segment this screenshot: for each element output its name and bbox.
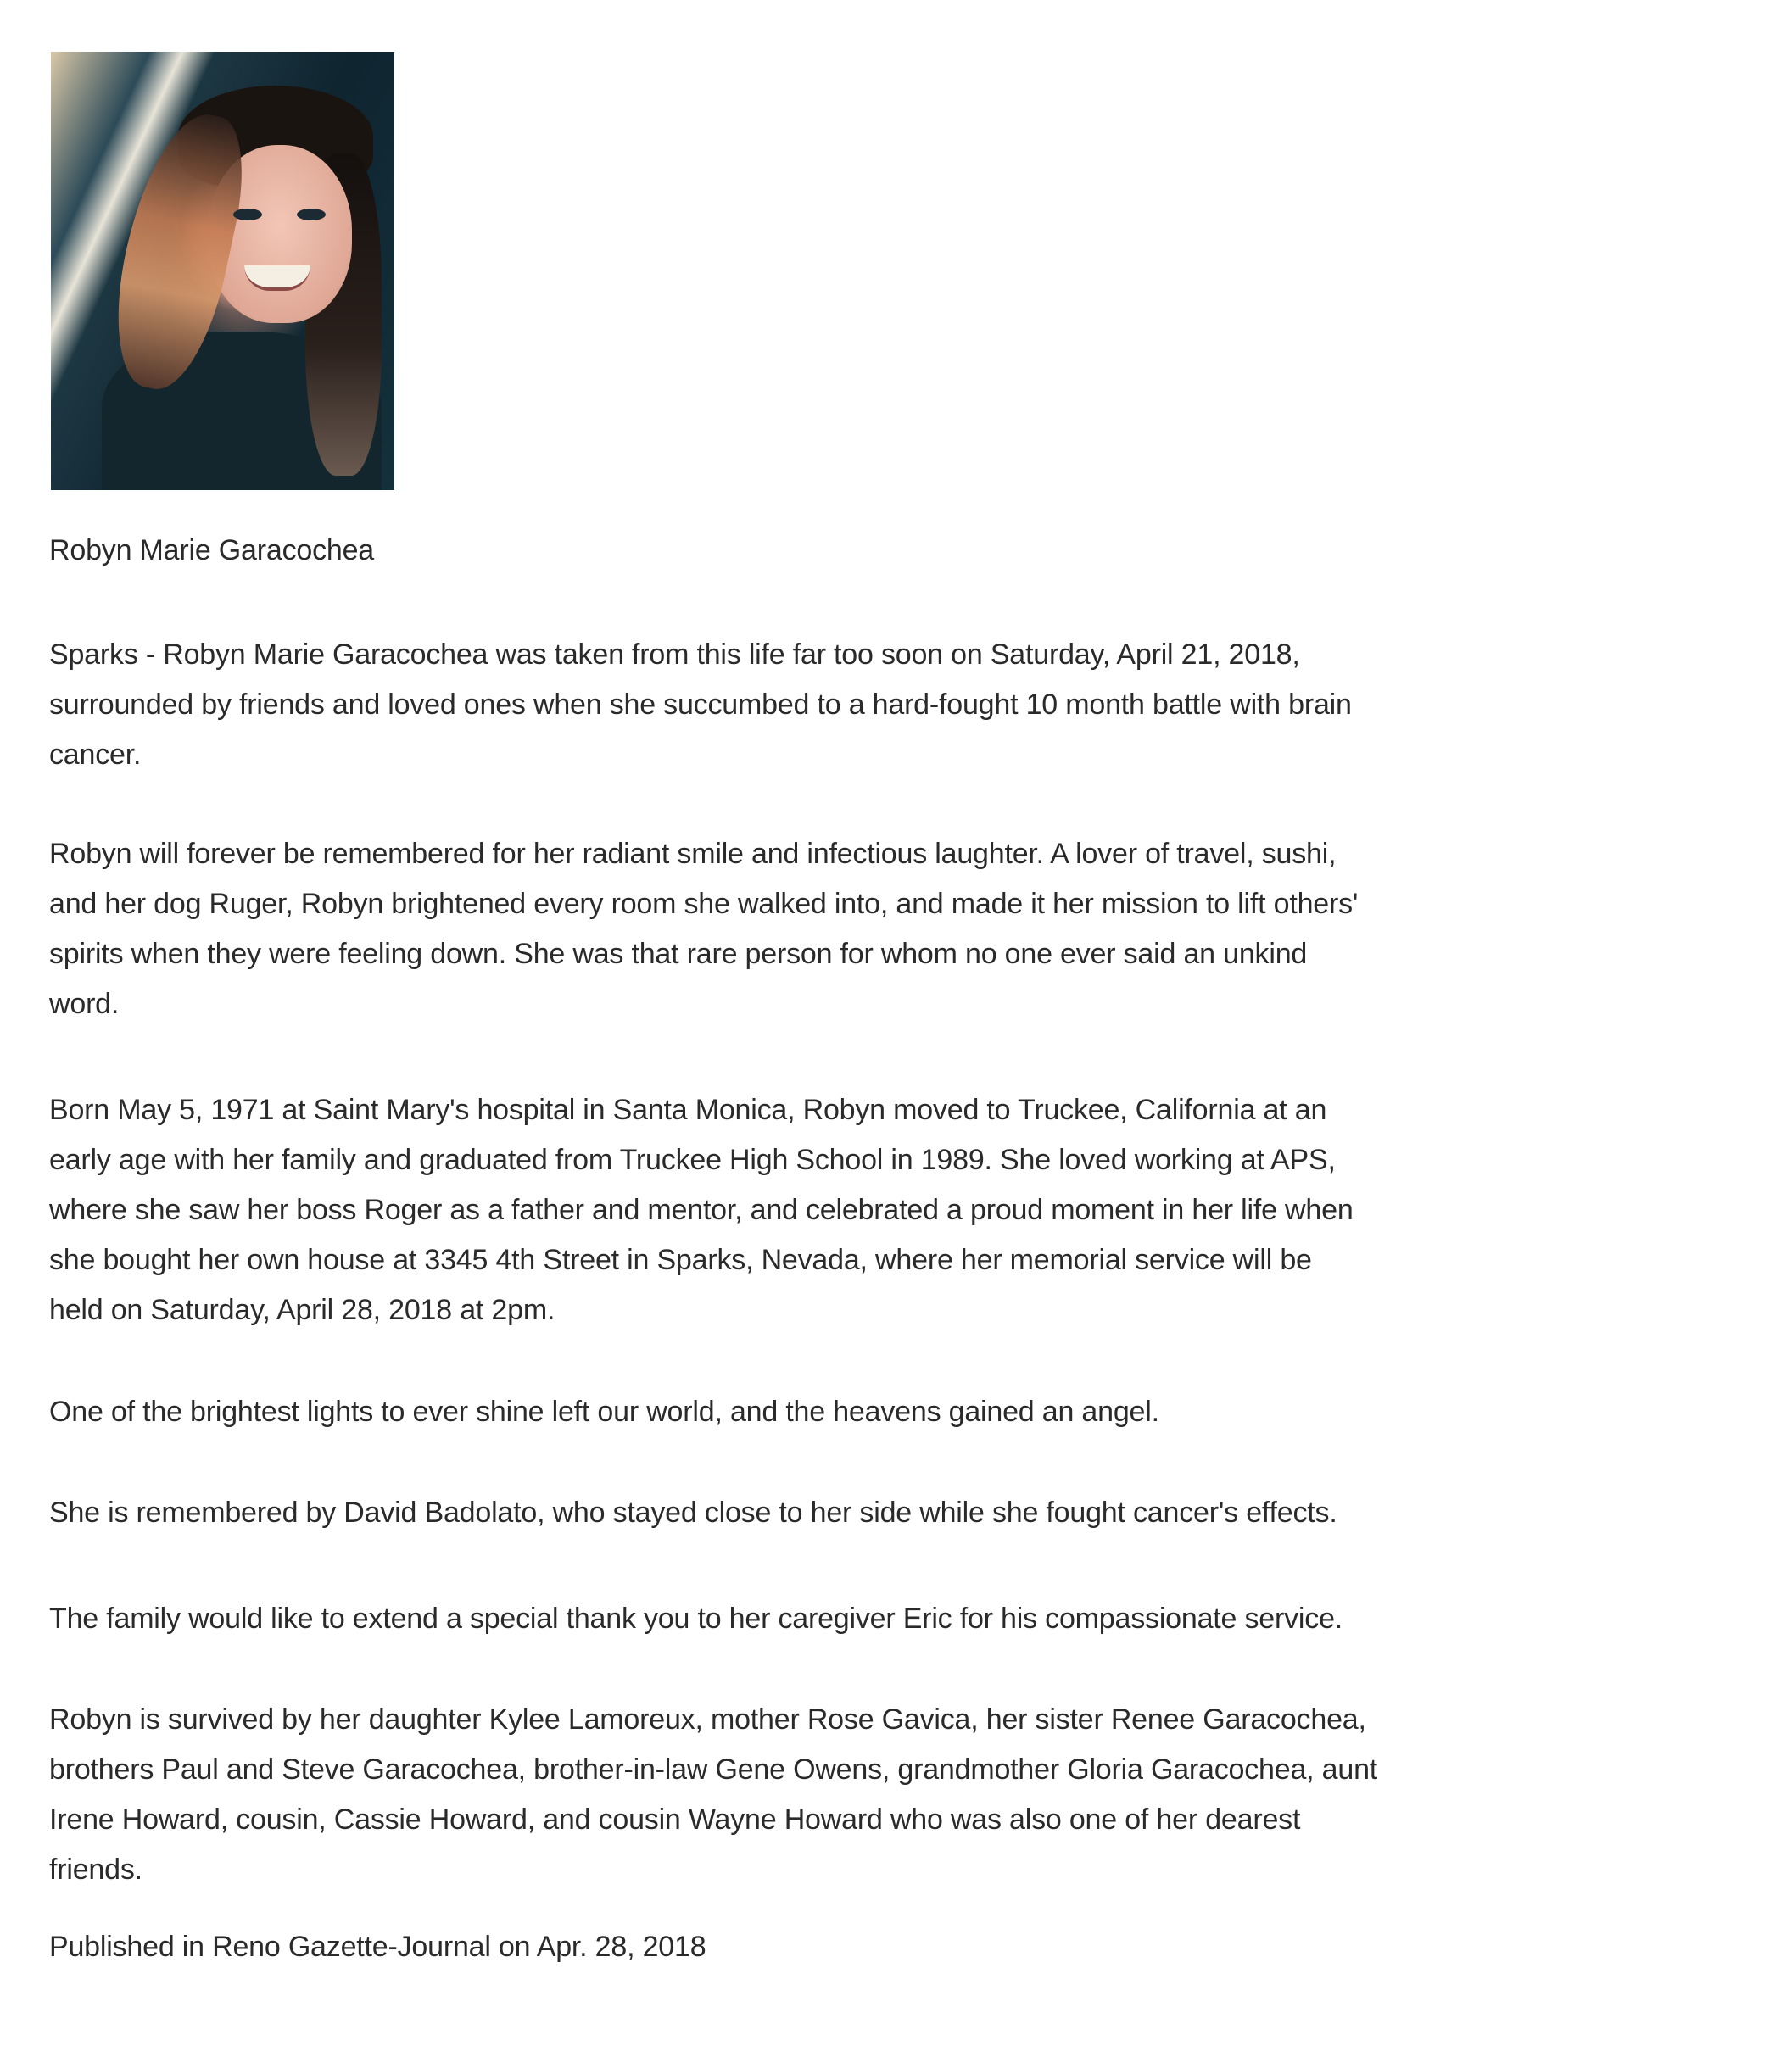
text-line: brothers Paul and Steve Garacochea, brother-in-law Gene Owens, grandmother Gloria Garacochea, aunt xyxy=(49,1753,1378,1786)
paragraph-death-notice xyxy=(49,630,1728,780)
text-line: friends. xyxy=(49,1854,142,1886)
text-line: Robyn is survived by her daughter Kylee Lamoreux, mother Rose Gavica, her sister Renee Garacochea, xyxy=(49,1703,1366,1736)
text-line: The family would like to extend a special thank you to her caregiver Eric for his compassionate service. xyxy=(49,1603,1343,1635)
text-line: where she saw her boss Roger as a father and mentor, and celebrated a proud moment in her life when xyxy=(49,1194,1354,1226)
text-line: held on Saturday, April 28, 2018 at 2pm. xyxy=(49,1294,555,1326)
paragraph-thanks xyxy=(49,1594,1728,1644)
paragraph-remembered-by xyxy=(49,1488,1728,1538)
paragraph-tribute xyxy=(49,1387,1728,1437)
paragraph-survivors xyxy=(49,1695,1728,1895)
photo-eye-shape xyxy=(297,209,326,220)
text-line: cancer. xyxy=(49,739,142,771)
paragraph-remembrance xyxy=(49,829,1728,1029)
portrait-photo xyxy=(51,52,394,490)
text-line: early age with her family and graduated from Truckee High School in 1989. She loved working at APS, xyxy=(49,1144,1336,1176)
text-line: she bought her own house at 3345 4th Street in Sparks, Nevada, where her memorial service will be xyxy=(49,1244,1312,1276)
text-line: Robyn will forever be remembered for her radiant smile and infectious laughter. A lover of travel, sushi, xyxy=(49,838,1337,870)
text-line: Sparks - Robyn Marie Garacochea was taken from this life far too soon on Saturday, April 21, 2018, xyxy=(49,638,1300,671)
text-line: Irene Howard, cousin, Cassie Howard, and cousin Wayne Howard who was also one of her dearest xyxy=(49,1803,1301,1836)
deceased-name: Robyn Marie Garacochea xyxy=(49,534,375,566)
text-line: surrounded by friends and loved ones when she succumbed to a hard-fought 10 month battle with brain xyxy=(49,689,1352,721)
text-line: word. xyxy=(49,988,120,1020)
photo-eye-shape xyxy=(233,209,262,220)
text-line: Born May 5, 1971 at Saint Mary's hospital in Santa Monica, Robyn moved to Truckee, California at an xyxy=(49,1094,1327,1126)
text-line: She is remembered by David Badolato, who stayed close to her side while she fought cancer's effects. xyxy=(49,1497,1337,1529)
paragraph-biography xyxy=(49,1085,1728,1335)
text-line: One of the brightest lights to ever shine left our world, and the heavens gained an angel. xyxy=(49,1396,1159,1428)
publication-credit: Published in Reno Gazette-Journal on Apr. 28, 2018 xyxy=(49,1931,706,1963)
text-line: spirits when they were feeling down. She was that rare person for whom no one ever said an unkind xyxy=(49,938,1308,970)
text-line: and her dog Ruger, Robyn brightened every room she walked into, and made it her mission to lift others' xyxy=(49,888,1359,920)
